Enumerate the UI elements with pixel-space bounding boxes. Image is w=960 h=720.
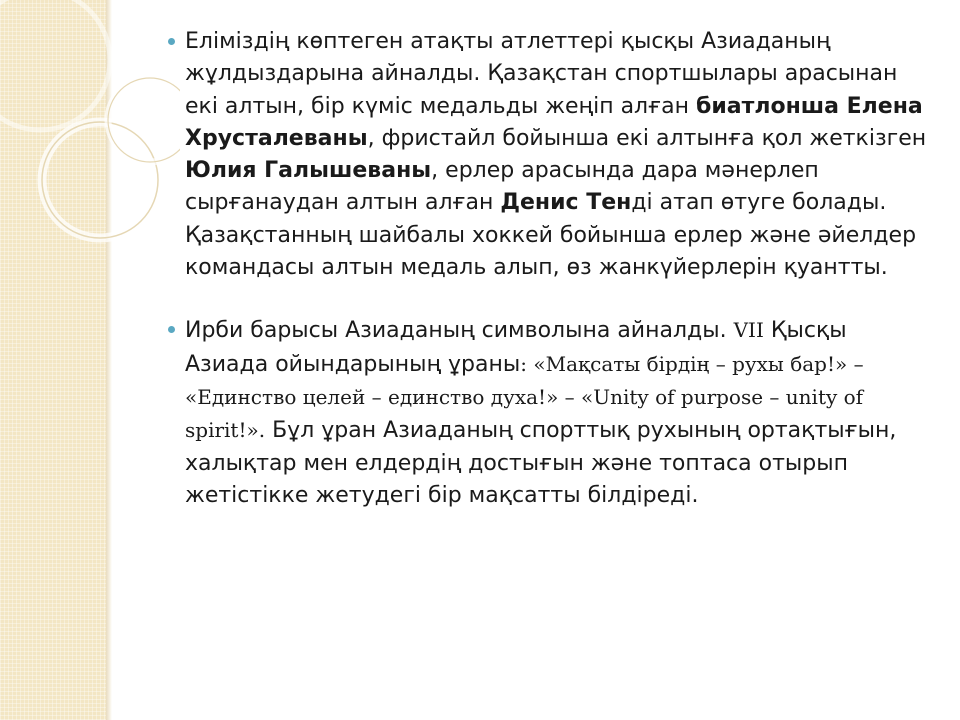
slide-content	[163, 26, 933, 542]
bold-athlete-name: Юлия Галышеваны	[185, 158, 432, 184]
bullet-paragraph-mascot-motto	[163, 314, 933, 512]
bold-athlete-name: Денис Тен	[500, 190, 632, 216]
motto-text: : «Мақсаты бірдің – рухы бар!» – «Единство целей – единство духа!» – «Unity of purpose – unity of spirit!».	[185, 351, 864, 443]
bullet-dot-icon	[168, 38, 175, 45]
text-run: Ирби барысы Азиаданың символына айналды.	[185, 318, 734, 344]
text-run: Қысқы Азиада ойындарының ұраны	[185, 318, 847, 377]
bold-athlete-name: биатлонша Елена Хрусталеваны	[185, 93, 923, 151]
text-run: Бұл ұран Азиаданың спорттық рухының ортақтығын, халықтар мен елдердің достығын және топтаса отырып жетістікке жетудегі бір мақсатты білдіреді.	[185, 418, 897, 508]
bullet-paragraph-athletes	[163, 26, 933, 284]
text-run: , фристайл бойынша екі алтынға қол жеткізген	[367, 125, 927, 151]
text-run: Еліміздің көптеген атақты атлеттері қысқы Азиаданың жұлдыздарына айналды. Қазақстан спортшылары арасынан екі алтын, бір күміс медальды жеңіп алған	[185, 29, 898, 119]
text-run-serif: VII	[733, 318, 764, 343]
bullet-dot-icon	[168, 326, 175, 333]
text-run: , ерлер арасында дара мәнерлеп сырғанаудан алтын алған	[185, 158, 819, 216]
decorative-rings-icon	[0, 0, 180, 300]
text-run: ді атап өтуге болады. Қазақстанның шайбалы хоккей бойынша ерлер және әйелдер командасы алтын медаль алып, өз жанкүйерлерін қуантты.	[185, 190, 917, 281]
